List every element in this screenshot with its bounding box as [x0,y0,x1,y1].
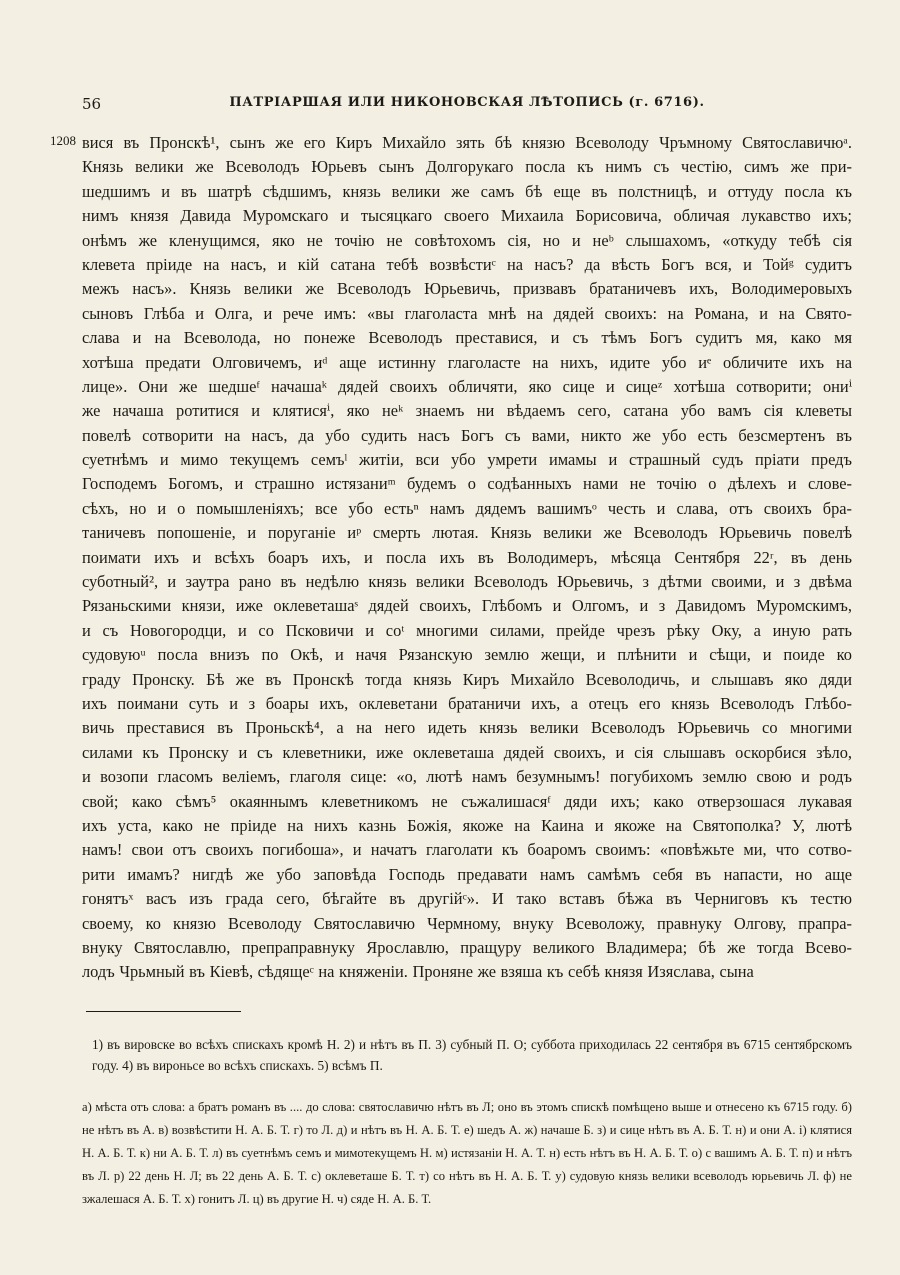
text-line: ихъ поимани суть и з боары ихъ, оклеветани братаничи ихъ, а отецъ его князь Всеволодъ Глѣбо- [82,693,852,713]
text-line: и съ Новогородци, и со Псковичи и соᵗ многими силами, прейде чрезъ рѣку Оку, а иную рать [82,620,852,640]
page [50,95,852,1211]
text-line: вичь преставися въ Проньскѣ⁴, а на него идеть князь велики Всеволодъ Юрьевичь со многими [82,718,852,738]
text-line: лодъ Чрьмный въ Кіевѣ, сѣдящеᶜ на княженіи. Проняне же взяша къ себѣ князя Изяслава, сына [82,962,754,982]
main-text [82,131,852,985]
text-line: граду Пронску. Бѣ же въ Пронскѣ тогда князь Киръ Михайло Всеволодичь, и слышавъ яко дяди [82,669,852,689]
text-line: хотѣша предати Олговичемъ, иᵈ аще истинну глаголасте на нихъ, идите убо иᵉ обличите ихъ на [82,352,852,372]
page-number: 56 [82,95,102,113]
text-line: поимати ихъ и всѣхъ боаръ ихъ, и посла ихъ въ Володимеръ, мѣсяца Сентября 22ʳ, въ день [82,547,852,567]
text-line: силами къ Пронску и съ клеветники, иже оклеветаша дядей своихъ, и сія слышавъ оскорбися зѣло, [82,742,852,762]
text-line: межъ насъ». Князь велики же Всеволодъ Юрьевичь, призвавъ братаничевъ ихъ, Володимеровыхъ [82,279,852,299]
text-line: Князь велики же Всеволодъ Юрьевъ сынъ Долгорукаго посла къ нимъ съ честію, симъ же при- [82,157,852,177]
text-line: шедшимъ и въ шатрѣ сѣдшимъ, князь велики же самъ бѣ еще въ полстницѣ, и оттуду посла къ [82,181,852,201]
running-title: ПАТРІАРШАЯ ИЛИ НИКОНОВСКАЯ ЛѢТОПИСЬ (г. 6716). [229,95,705,110]
text-line: рити имамъ? нигдѣ же убо заповѣда Господь предавати намъ самѣмъ себя въ напасти, но аще [82,864,852,884]
text-line: Рязаньскими князи, иже оклеветашаˢ дядей своихъ, Глѣбомъ и Олгомъ, и з Давидомъ Муромскимъ, [82,596,852,616]
text-line: судовуюᵘ посла внизъ по Окѣ, и начя Рязанскую землю жещи, и плѣнити и сѣщи, и поиде ко [82,645,852,665]
variant-readings: а) мѣста отъ слова: а братъ романъ въ .... до слова: святославичю нѣтъ въ Л; оно въ этомъ спискѣ помѣщено выше и отнесено къ 6715 году. б) не нѣтъ въ А. в) возвѣстити Н. А. Б. Т. г) то Л. д) и нѣтъ въ Н. А. Б. Т. е) шедъ А. ж) начаше Б. з) и сице нѣтъ въ А. Б. Т. н) и они А. і) клятися Н. А. Б. Т. к) ни А. Б. Т. л) въ суетнѣмъ семъ и мимотекущемъ Н. м) истязанiи Н. А. Т. н) есть нѣтъ въ Н. А. Б. Т. о) с вашимъ А. Б. Т. п) и нѣтъ въ Л. р) 22 день Н. Л; въ 22 день А. Б. Т. с) оклеветаше Б. Т. т) со нѣтъ въ Н. А. Б. Т. у) судовую князь велики всеволодъ юрьевичь Л. ф) не зжалешася А. Б. Т. х) гонитъ Л. ц) въ другие Н. ч) сяде Н. А. Б. Т. [82,1099,852,1206]
text-line: суетнѣмъ и мимо текущемъ семъˡ житіи, вси убо умрети имамы и страшный судъ пріати предъ [82,450,852,470]
text-line: слава и на Всеволода, но понеже Всеволодъ преставися, и съ тѣмъ Богъ судитъ мя, како мя [82,328,852,348]
text-line: суботный², и заутра рано въ недѣлю князь велики Всеволодъ Юрьевичь, з дѣтми своими, и з двѣма [82,572,852,592]
text-line: сѣхъ, но и о помышленіяхъ; все убо естьⁿ намъ дядемъ вашимъᵒ честь и слава, отъ своихъ бра- [82,498,852,518]
text-line: своему, ко князю Всеволоду Святославичю Чермному, внуку Всеволожу, правнуку Олгову, прапра- [82,913,852,933]
text-line: онѣмъ же кленущимся, яко не точію не совѣтохомъ сія, но и неᵇ слышахомъ, «откуду тебѣ сія [82,230,852,250]
text-line: свой; како сѣмъ⁵ окаяннымъ клеветникомъ не съжалишасяᶠ дяди ихъ; како отверзошася лукавая [82,791,852,811]
text-line: намъ! свои отъ своихъ погибоша», и начатъ глаголати къ боаромъ своимъ: «повѣжьте ми, что сотво- [82,840,852,860]
text-line: ихъ уста, како не пріиде на нихъ казнь Божія, якоже на Каина и якоже на Святополка? У, лютѣ [82,815,852,835]
footnotes: 1) въ вировске во всѣхъ спискахъ кромѣ Н. 2) и нѣтъ въ П. 3) субный П. О; суббота приходилась 22 сентября въ 6715 сентябрскомъ году. 4) въ вироньсе во всѣхъ спискахъ. 5) всѣмъ П. [92,1036,852,1073]
footnote-rule [86,1011,241,1012]
text-line: сыновъ Глѣба и Олга, и рече имъ: «вы глаголаста мнѣ на дядей своихъ: на Романа, и на Свято- [82,303,852,323]
margin-year: 1208 [50,133,76,148]
text-line: внуку Святославлю, препраправнуку Ярославлю, пращуру великого Владимера; бѣ же тогда Всево- [82,937,852,957]
text-line: вися въ Пронскѣ¹, сынъ же его Киръ Михайло зять бѣ князю Всеволоду Чръмному Святославичюᵃ. [82,133,852,152]
page-header [82,95,852,119]
text-line: клевета пріиде на насъ, и кій сатана тебѣ возвѣстиᶜ на насъ? да вѣсть Богъ вся, и Тойᵍ судитъ [82,254,852,274]
text-line: нимъ князя Давида Муромскаго и тысяцкаго своего Михаила Борисовича, обличая лукавство ихъ; [82,206,852,226]
text-line: и возопи гласомъ велiемъ, глаголя сице: «о, лютѣ намъ безумнымъ! погубихомъ землю свою и родъ [82,767,852,787]
text-line: повелѣ сотворити на насъ, да убо судить насъ Богъ съ вами, никто же убо есть безсмертенъ въ [82,425,852,445]
text-line: же начаша ротитися и клятисяⁱ, яко неᵏ знаемъ ни вѣдаемъ сего, сатана убо вамъ сія клеветы [82,401,852,421]
text-line: Господемъ Богомъ, и страшно истязаниᵐ будемъ о содѣанныхъ нами не точію о дѣлехъ и слове- [82,474,852,494]
text-line: лице». Они же шедшеᶠ начашаᵏ дядей своихъ обличяти, яко сице и сицеᶻ хотѣша сотворити; ониⁱ [82,376,852,396]
text-line: гонятъˣ васъ изъ града сего, бѣгайте въ другійᶜ». И тако вставъ бѣжа въ Черниговъ къ тестю [82,889,852,909]
text-line: таничевъ попошеніе, и поруганіе иᵖ смерть лютая. Князь велики же Всеволодъ Юрьевичь повелѣ [82,523,852,543]
